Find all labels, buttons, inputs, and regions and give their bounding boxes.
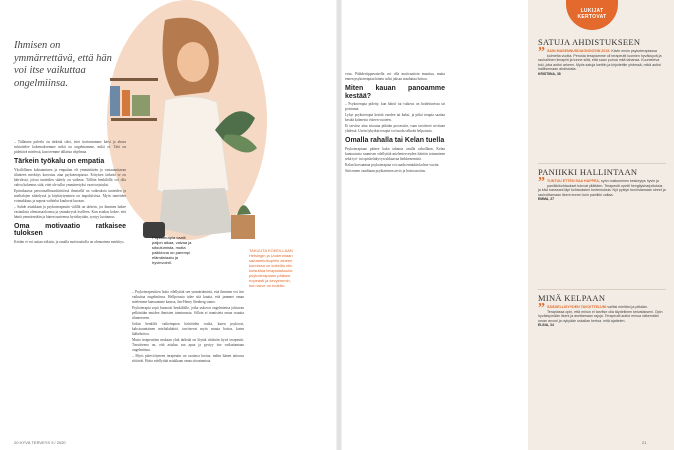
plant-pot-floor xyxy=(231,215,255,239)
side-body xyxy=(538,45,666,77)
page-number-left: 20 HYVÄ TERVEYS 9 / 2020 xyxy=(14,440,66,445)
side-section-1 xyxy=(538,38,666,77)
side-title: MINÄ KELPAAN xyxy=(538,293,606,303)
side-title: SATUJA AHDISTUKSEEN xyxy=(538,37,641,47)
quote-mark-icon: ” xyxy=(538,45,545,60)
page-number-right: 21 xyxy=(642,440,647,445)
side-note: TAKUUTA KOKEILLAAN Helsingin ja Uudenmaan sairaanhoitopiirin alueen kunnissa on kokeiltu niin kutsuttua terapiatakuuta: psykoterapiaan pääsee nopeasti ja kevyemmin, kun tarve on todettu. xyxy=(249,248,293,288)
side-body xyxy=(538,301,666,328)
side-body xyxy=(538,175,666,202)
side-lead: TUNTUU ETTEN SAA HAPPEA, xyxy=(547,179,600,183)
signature: KRISTIINA, 38 xyxy=(538,71,561,76)
pants-shape xyxy=(159,188,233,236)
book-orange xyxy=(122,90,130,116)
paragraph: Mutta terapeuttien mukaan yhtä tärkeää on löytää riittävän hyvä terapeutti. Tavoitteena on, että asiakas saa apua ja pystyy itse vaikuttamaan ongelmiinsa. xyxy=(132,338,244,352)
side-lead: SAIN MASENNUSDIAGNOOSIN 2015. xyxy=(547,49,611,53)
paragraph: Ketään ei voi auttaa väkisin, ja omalla motivaatiolla on olennainen merkitys. xyxy=(14,239,125,244)
paragraph: Psykoterapia sopii huonosti henkilöille, jotka uskovat ongelmiensa johtuvan pelkästään muiden ihmisten toiminnasta. Silloin ei tunnisteta omaa osuutta tilanteeseen. xyxy=(132,306,244,320)
left-column-1 xyxy=(14,140,126,246)
shelf-middle xyxy=(111,118,157,121)
side-text: vallitsi mieltäni ja pitkään. Terapiassa opin, että minun ei tarvitse olla täydellinen kelvatakseni. Opin hyväksymään itseni ja asettamaan rajoja. Terapeutti auttoi minua näkemään oman arvoni ja nykyään uskallan kertoa, mitä ajattelen. xyxy=(538,305,663,323)
book-blue xyxy=(110,86,120,116)
plant-pot xyxy=(132,95,150,116)
heading-funding: Omalla rahalla tai Kelan tuella xyxy=(345,137,445,144)
right-column xyxy=(345,72,445,175)
side-text: Kävin ensin psykoterapiassa kolmetta vuotta. Perusta terapiamme oli terapeutti luomien hyväksyvä ja rauhallinen ilmapiiri ja tunne siitä, että saan puhua mitä tahansa. Kuunteleva tuki, joka auttoi arkeen. Myös satuja luettiin ja kirjoitettiin yhdessä, mikä auttoi hallitsemaan ahdistusta. xyxy=(538,49,662,72)
side-section-2 xyxy=(538,160,666,202)
paragraph: vous. Päihderiippuvaisella voi olla motivaatiota muuttua, mutta ennen psykoterapiaa hänen tulisi jaksaa noudattaa hoitoa. xyxy=(345,72,445,81)
paragraph: Psykoterapiaan pääsee kuka tahansa omilla rahoillaan. Kelan kuntoutusta saamisen edellyttää mielenterveyden häiriön toteaminen sekä työ- tai opiskelukyvyn uhkaavaa heikkenemistä. xyxy=(345,146,445,161)
paragraph: – Suhde asiakkaan ja psykoterapeutin välillä on tärkein, jos ihminen hakee vastauksia olemassaoloonsa ja ymmärrystä itselleen. Kun asiakas kokee, että häntä ymmärretään ja hänen tunteensa hyväksytään, syntyy luottamus. xyxy=(14,204,126,219)
paragraph: Yksilöllinen kohtaaminen ja empatian eli ymmärtävän ja vastaanottavan tilanteen merkitys korostuu aina psykoterapiassa. Erityisen tärkeää se on häiriöissä, joissa tunteiden säätely on vaikeaa. Tällöin henkilöllä voi olla vahva kokemus siitä, ettei ole tullut ymmärretyksi vaan torjutuksi. xyxy=(14,167,126,187)
paragraph: Lyhyt psykoterapia kestää vuoden tai kaksi, ja pitkä terapia saattaa kestää kolmesta viiteen vuoteen. xyxy=(345,113,445,122)
heading-duration: Miten kauan panoamme kestää? xyxy=(345,85,445,100)
paragraph: – Myös pätevöityneen terapeutin on osattava kertoa, mihin hänen taitonsa riittävät. Hoito edellyttää asiakkaan omaa sitoutumista. xyxy=(132,354,244,363)
face-shape xyxy=(177,42,209,82)
side-title: PANIIKKI HALLINTAAN xyxy=(538,167,638,177)
heading-motivation: Oma motivaatio ratkaisee tuloksen xyxy=(14,222,126,237)
divider xyxy=(538,289,666,290)
side-text: syön nukkuminen keskeytys hyvin ja paniikkikohtaukset tulevat yllättäen. Terapeutti opetti hengitysharjoituksia ja kävi kanssani läpi kohtauksien tuntemuksia. Nyt pystyn tunnistamaan oireet ja rauhoittamaan itseni ennen kuin paniikki valtaa. xyxy=(538,179,666,197)
quote-mark-icon: ” xyxy=(538,175,545,190)
page-gutter xyxy=(336,0,342,450)
paragraph: – Psykoterapeuttien hoito edellyttää sen ymmärtämistä, että ihminen voi itse vaikuttaa ongelmiinsa. Hellpotusta tulee sitä kautta, että jaamme oman mielemme kanssamme kanssa, Jan-Henry Stenberg sanoo. xyxy=(132,290,244,304)
divider xyxy=(538,163,666,164)
signature: EMMA, 27 xyxy=(538,197,555,202)
illustration-caption: Psykoterapia vaatii paljon aikaa, vaivaa ja sitoutumista, mutta palkkiona on parempi elämänlaatu ja hyvinvointi. xyxy=(152,235,192,265)
left-column-2 xyxy=(132,290,244,365)
side-lead: SÄÄDELLISYYDEN TAVOITTELUNI xyxy=(547,305,607,309)
intro-paragraph: – Tällainen palvelu on tärkeää siksi, ettei itsetuntomme kärsi ja ahava suhtuttelee kokemuksemme mikä on ongelmamme, mikä ei. Tätä on pidettävä mielessä, kun teemme tällaista ohjelmaa. xyxy=(14,140,126,154)
body-sweater xyxy=(157,96,229,197)
paragraph: – Psykoterapia pidetty, kun häiriö tai vaikeus on hoidettavissa tai poistunut. xyxy=(345,102,445,111)
side-section-3 xyxy=(538,286,666,328)
heading-empathy: Tärkein työkalu on empatia xyxy=(14,158,105,165)
paragraph: Kelan korvaamaa psykoterapiaa voi saada enintään kolme vuotta. xyxy=(345,162,440,167)
signature: ELINA, 34 xyxy=(538,323,554,328)
woman-with-plants-illustration xyxy=(105,0,270,275)
paragraph: Ei tarvitse aina sitoutua pitkään prosessiin, vaan tavoitteet sovitaan yhdessä. Usein lyhytkin terapia voi tuoda selkeää helpotusta. xyxy=(345,124,445,133)
pull-quote: Ihmisen on ymmärrettävä, että hän voi itse vaikuttaa ongelmiinsa. xyxy=(14,40,112,89)
paragraph: Epävakaassa persoonallisuushäiriössä ihmisellä on vaikeuksia tunteiden ja mielialojen säätelyssä ja käyttäytyminen on impulsiivista. Myös tunteiden voimakkuus ja nopeat vaihtelut kuuluvat kuvaan. xyxy=(14,188,126,203)
paragraph: Jotkin henkilöt vaikeimpien häiriöiden osalta, kuten psykoosi, kaksisuuntainen mielialahäiriö, tarvitsevat myös muuta hoitoa, kuten lääkehoitoa. xyxy=(132,322,244,336)
readers-tell-badge: LUKIJAT KERTOVAT xyxy=(566,0,618,30)
quote-mark-icon: ” xyxy=(538,301,545,316)
paragraph: Sitä ennen vaaditaan psykiatrinen arvio ja hoitosuositus. xyxy=(345,168,426,173)
